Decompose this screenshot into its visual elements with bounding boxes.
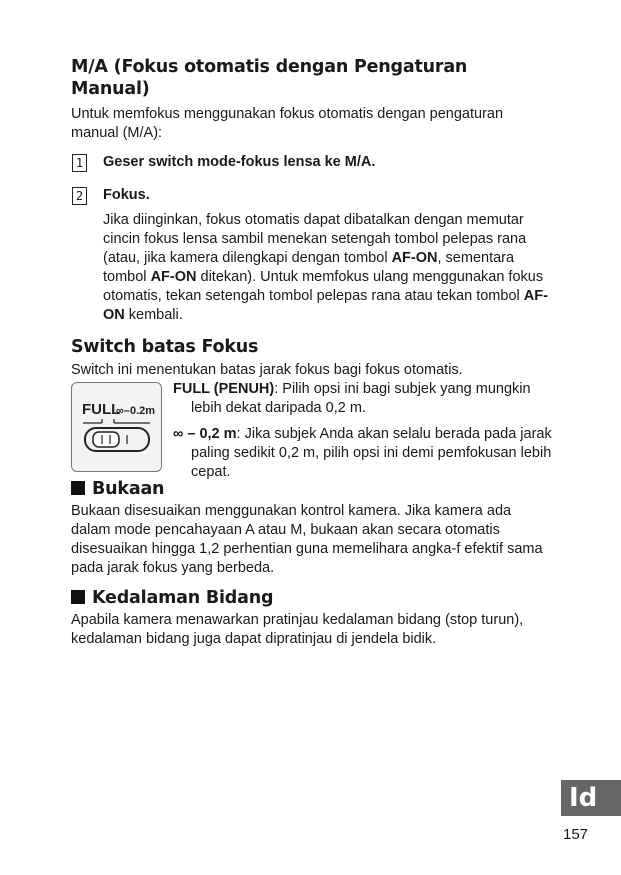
aperture-text: Bukaan disesuaikan menggunakan kontrol kamera. Jika kamera ada dalam mode pencahayaan A atau M, bukaan akan secara otomatis disesuaikan hingga 1,2 perhentian guna memelihara angka-f efektif sama pada jarak fokus yang berbeda. <box>71 503 543 576</box>
step-number-1: 1 <box>72 154 87 172</box>
option-full: FULL (PENUH): Pilih opsi ini bagi subjek yang mungkin lebih dekat daripada 0,2 m. <box>173 381 531 416</box>
focus-limit-switch-illustration <box>71 382 162 472</box>
focus-limit-intro: Switch ini menentukan batas jarak fokus bagi fokus otomatis. <box>71 362 463 378</box>
ma-heading: M/A (Fokus otomatis dengan Pengaturan Manual) <box>71 57 468 99</box>
switch-label-full: FULL <box>82 401 121 418</box>
step-2-body: Jika diinginkan, fokus otomatis dapat dibatalkan dengan memutar cincin fokus lensa sambil menekan setengah tombol pelepas rana (atau, jika kamera dilengkapi dengan tombol AF-ON, sementara tombol AF-ON ditekan). Untuk memfokus ulang menggunakan fokus otomatis, tekan setengah tombol pelepas rana atau tekan tombol AF-ON kembali. <box>103 212 548 323</box>
step-1 <box>71 153 551 172</box>
page-number: 157 <box>563 826 589 843</box>
dof-text: Apabila kamera menawarkan pratinjau kedalaman bidang (stop turun), kedalaman bidang juga dapat dipratinjau di jendela bidik. <box>71 612 524 647</box>
focus-limit-options <box>173 380 553 482</box>
dof-heading: Kedalaman Bidang <box>71 587 551 609</box>
focus-limit-switch-row <box>71 382 551 478</box>
option-range: ∞ – 0,2 m: Jika subjek Anda akan selalu berada pada jarak paling sedikit 0,2 m, pilih opsi ini demi pemfokusan lebih cepat. <box>173 426 552 480</box>
square-bullet-icon <box>71 481 85 495</box>
focus-limit-heading: Switch batas Fokus <box>71 337 259 357</box>
step-1-title: Geser switch mode-fokus lensa ke M/A. <box>103 154 376 170</box>
page-content <box>71 56 551 649</box>
language-tab: Id <box>561 780 621 816</box>
step-number-2: 2 <box>72 187 87 205</box>
step-2-title: Fokus. <box>103 187 150 203</box>
aperture-heading: Bukaan <box>71 478 551 500</box>
ma-intro: Untuk memfokus menggunakan fokus otomatis dengan pengaturan manual (M/A): <box>71 106 504 141</box>
step-2 <box>71 186 551 325</box>
square-bullet-icon <box>71 590 85 604</box>
switch-label-range: ∞–0.2m <box>116 405 156 417</box>
